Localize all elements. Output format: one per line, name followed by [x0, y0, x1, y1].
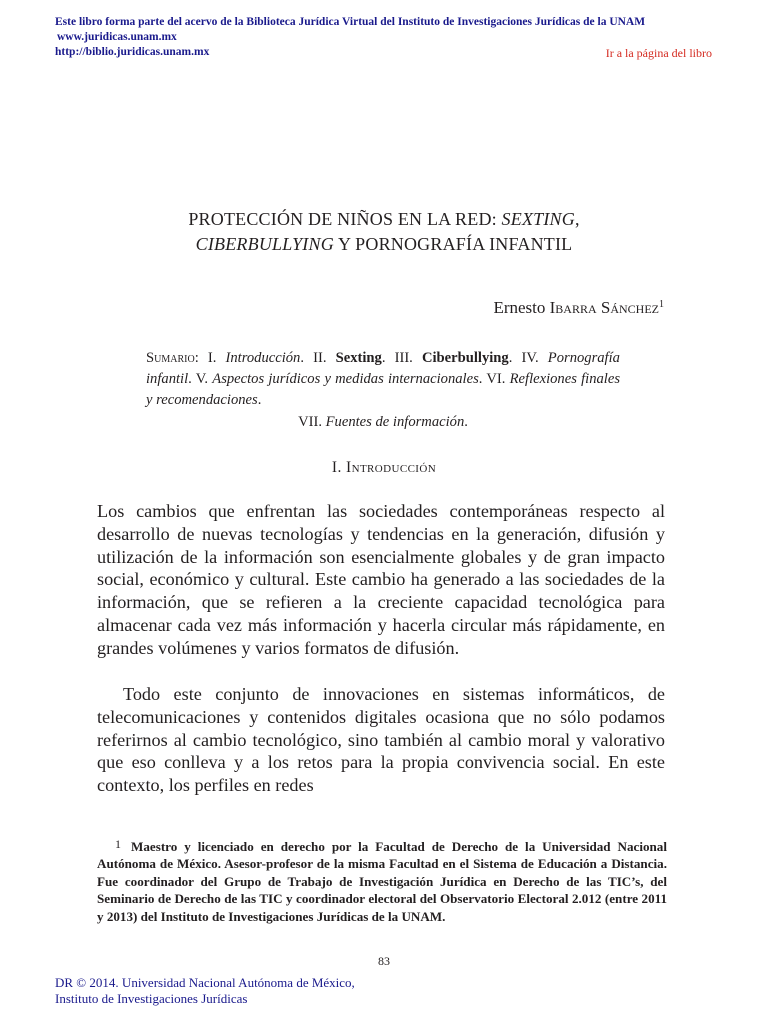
summary-item: Introducción: [225, 350, 301, 366]
author-footnote-mark[interactable]: 1: [659, 299, 664, 310]
summary-text: VII.: [298, 413, 326, 430]
site-url[interactable]: www.juridicas.unam.mx: [57, 31, 177, 43]
summary-item: Sexting: [335, 350, 382, 366]
summary-text: . II.: [300, 350, 336, 366]
summary-text: . VI.: [478, 371, 510, 388]
copyright-line-2: Instituto de Investigaciones Jurídicas: [55, 991, 248, 1006]
title-part: ,: [574, 209, 580, 229]
author-last-name: Ibarra Sánchez: [549, 298, 659, 317]
author-name: [493, 298, 664, 318]
summary-text: .: [464, 413, 468, 430]
summary-text: . V.: [188, 371, 213, 388]
footnote-text: Maestro y licenciado en derecho por la Facultad de Derecho de la Universidad Nacional Autónoma de México. Asesor-profesor de la misma Facultad en el Sistema de Educación a Distancia. Fue coordinador del Grupo de Trabajo de Investigación Jurídica en Derecho de las TIC’s, del Seminario de Derecho de las TIC y coordinador electoral del Observatorio Electoral 2.012 (entre 2011 y 2013) del Instituto de Investigaciones Jurídicas de la UNAM.: [97, 839, 667, 924]
copyright-line-1: DR © 2014. Universidad Nacional Autónoma de México,: [55, 975, 355, 990]
summary-text: . III.: [381, 350, 422, 366]
summary-label: Sumario: [146, 350, 195, 366]
summary-item: Ciberbullying: [421, 350, 509, 366]
title-italic-ciberbullying: CIBERBULLYING: [195, 234, 334, 254]
title-italic-sexting: SEXTING: [501, 209, 575, 229]
footnote: [97, 836, 667, 925]
body-paragraph-1: Los cambios que enfrentan las sociedades contemporáneas respecto al desarrollo de nuevas tecnologías y tendencias en la generación, difusión y utilización de la información son esencialmente globales y de gran impacto social, económico y cultural. Este cambio ha generado a las sociedades de la información, que se refieren a la creciente capacidad tecnológica para almacenar cada vez más información y hacerla circular más rápidamente, en grandes volúmenes y varios formatos de difusión.: [97, 501, 665, 658]
summary-text: .: [257, 392, 262, 409]
footnote-mark: 1: [115, 837, 121, 851]
summary: [146, 348, 620, 433]
body-paragraph-2: Todo este conjunto de innovaciones en sistemas informáticos, de telecomunicaciones y contenidos digitales ocasiona que no sólo podamos referirnos al cambio tecnológico, sino también al cambio moral y valorativo que eso conlleva y a los retos para la propia convivencia social. En este contexto, los perfiles en redes: [97, 684, 665, 796]
summary-last-line: [146, 412, 620, 433]
summary-item: Fuentes de información: [325, 413, 465, 430]
article-title-line-1: [0, 207, 768, 232]
summary-item: Reflexiones finales y recomendaciones: [146, 371, 621, 409]
summary-item: Aspectos jurídicos y medidas internacionales: [212, 371, 479, 388]
title-part: Y PORNOGRAFÍA INFANTIL: [333, 234, 573, 254]
summary-text: : I.: [194, 350, 226, 366]
book-page-link[interactable]: Ir a la página del libro: [605, 46, 712, 60]
title-part: PROTECCIÓN DE NIÑOS EN LA RED:: [188, 209, 502, 229]
biblio-url[interactable]: http://biblio.juridicas.unam.mx: [55, 46, 210, 58]
author-first-name: Ernesto: [493, 298, 550, 317]
summary-text: . IV.: [508, 350, 548, 366]
library-notice: Este libro forma parte del acervo de la Biblioteca Jurídica Virtual del Instituto de Investigaciones Jurídicas de la UNAM: [55, 16, 646, 28]
section-heading: I. Introducción: [331, 459, 437, 476]
page-number: 83: [378, 954, 390, 968]
article-title-line-2: [0, 232, 768, 257]
summary-item: Pornografía infantil: [146, 350, 620, 388]
